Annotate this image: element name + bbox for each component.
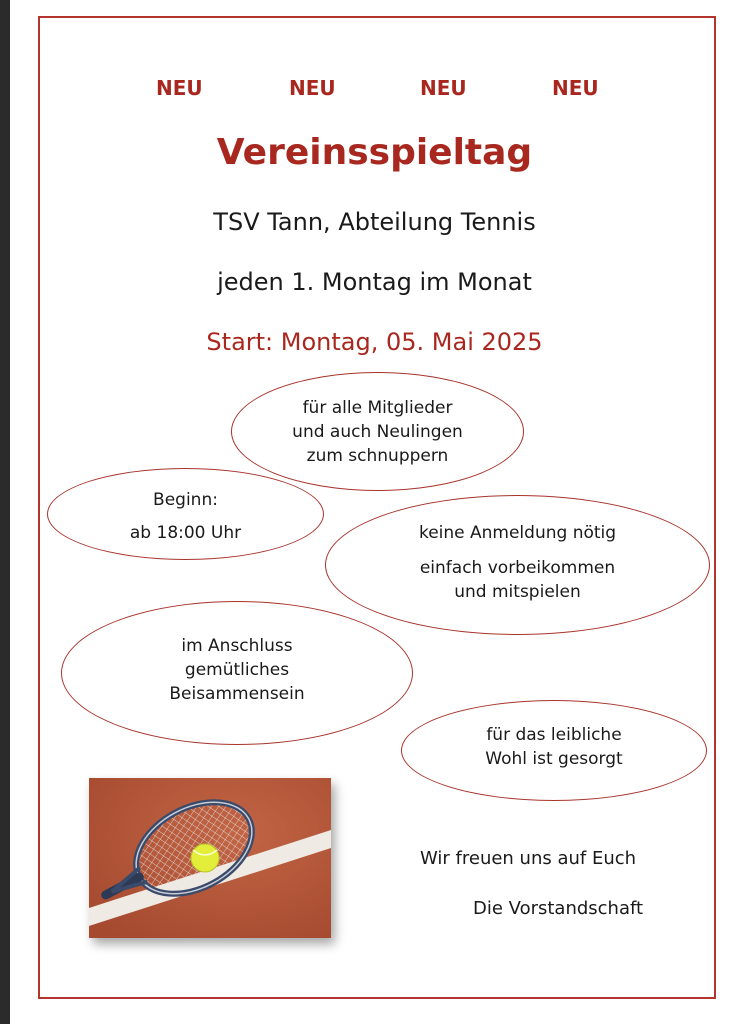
food-bubble — [401, 700, 707, 801]
registration-line-1: keine Anmeldung nötig — [418, 523, 617, 543]
tennis-court-image — [89, 778, 331, 938]
members-line-1: für alle Mitglieder — [302, 398, 453, 418]
new-badge-2: NEU — [289, 76, 336, 100]
social-bubble — [61, 601, 413, 745]
members-line-3: zum schnuppern — [306, 446, 449, 466]
schedule-text: jeden 1. Montag im Monat — [217, 268, 532, 296]
new-badge-3: NEU — [420, 76, 467, 100]
members-bubble — [231, 372, 524, 491]
tennis-ball-icon — [191, 844, 219, 872]
registration-line-3: und mitspielen — [454, 582, 581, 602]
food-line-1: für das leibliche — [486, 725, 622, 745]
new-badge-4: NEU — [552, 76, 599, 100]
club-name: TSV Tann, Abteilung Tennis — [213, 208, 536, 236]
closing-text: Wir freuen uns auf Euch — [420, 848, 637, 869]
begin-time: ab 18:00 Uhr — [129, 523, 242, 543]
social-line-1: im Anschluss — [181, 636, 293, 656]
tennis-racket-photo — [89, 778, 331, 938]
start-date: Start: Montag, 05. Mai 2025 — [206, 328, 543, 356]
registration-line-2: einfach vorbeikommen — [419, 558, 616, 578]
flyer-title: Vereinsspieltag — [216, 132, 533, 173]
registration-bubble — [325, 495, 710, 635]
begin-label: Beginn: — [153, 490, 218, 510]
begin-bubble — [47, 468, 324, 560]
social-line-3: Beisammensein — [169, 684, 305, 704]
signature-text: Die Vorstandschaft — [473, 898, 644, 919]
members-line-2: und auch Neulingen — [292, 422, 463, 442]
food-line-2: Wohl ist gesorgt — [485, 749, 623, 769]
new-badge-1: NEU — [156, 76, 203, 100]
social-line-2: gemütliches — [184, 660, 290, 680]
